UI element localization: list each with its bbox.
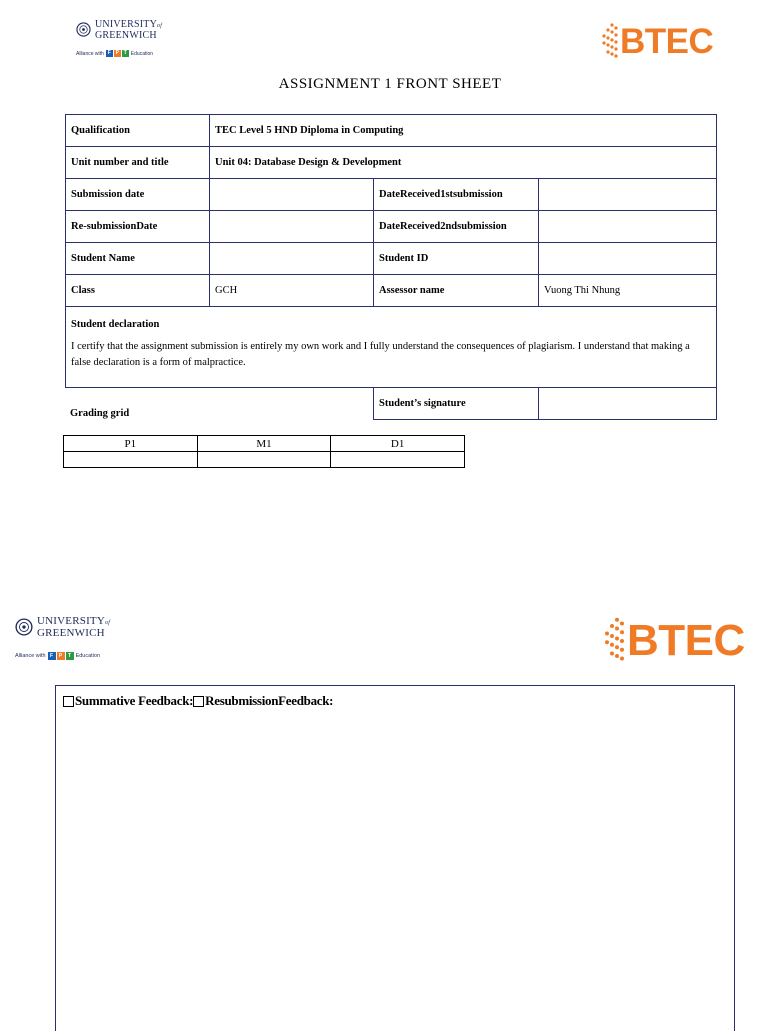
- table-row: [66, 179, 717, 211]
- btec-dots-icon: [600, 22, 620, 62]
- table-row: [66, 211, 717, 243]
- btec-logo-page2: [602, 614, 754, 668]
- date-received-1-field[interactable]: [539, 179, 717, 211]
- fpt-letter-f: F: [48, 652, 56, 660]
- fpt-letter-t: T: [123, 50, 127, 56]
- table-row: [66, 115, 717, 147]
- university-logo: [76, 20, 176, 64]
- grade-cell-d1[interactable]: [331, 452, 465, 468]
- university-logo-page2: [15, 616, 125, 666]
- class-label: Class: [66, 275, 210, 307]
- grade-cell-p1[interactable]: [64, 452, 198, 468]
- summative-checkbox-icon[interactable]: [63, 696, 74, 707]
- assessor-value[interactable]: Vuong Thi Nhung: [539, 275, 717, 307]
- student-name-field[interactable]: [210, 243, 374, 275]
- alliance-line: [15, 652, 100, 660]
- fpt-letter-p: P: [115, 50, 119, 56]
- alliance-prefix: Alliance with: [76, 50, 104, 57]
- grade-header-d1: D1: [331, 436, 465, 452]
- university-name-line1: UNIVERSITY: [37, 615, 105, 627]
- student-declaration: [66, 307, 717, 388]
- grade-header-m1: M1: [197, 436, 331, 452]
- feedback-header: [63, 693, 333, 709]
- university-name-line1: UNIVERSITY: [95, 19, 157, 30]
- grading-grid-label: Grading grid: [70, 408, 130, 419]
- summative-feedback-label: Summative Feedback:: [75, 693, 194, 708]
- student-id-label: Student ID: [374, 243, 539, 275]
- student-name-label: Student Name: [66, 243, 210, 275]
- table-row: [66, 307, 717, 388]
- unit-label: Unit number and title: [66, 147, 210, 179]
- feedback-box[interactable]: [55, 685, 735, 1031]
- fpt-letter-f: F: [107, 50, 111, 56]
- class-value[interactable]: GCH: [210, 275, 374, 307]
- front-sheet-table: [65, 114, 717, 420]
- table-row: [66, 275, 717, 307]
- grade-cell-m1[interactable]: [197, 452, 331, 468]
- btec-dots-icon: [602, 616, 627, 666]
- university-name-of: of: [105, 620, 111, 626]
- qualification-value: TEC Level 5 HND Diploma in Computing: [210, 115, 717, 147]
- signature-label: Student’s signature: [374, 388, 539, 420]
- signature-field[interactable]: [539, 388, 717, 420]
- declaration-text: I certify that the assignment submission is entirely my own work and I fully understand the consequences of plagiarism. I understand that making a false declaration is a form of malpractice.: [71, 341, 690, 368]
- university-name-line2: GREENWICH: [95, 30, 157, 41]
- resubmission-date-field[interactable]: [210, 211, 374, 243]
- resubmission-feedback-label: ResubmissionFeedback:: [205, 693, 334, 708]
- university-crest-icon: [76, 22, 91, 37]
- submission-date-field[interactable]: [210, 179, 374, 211]
- grading-grid: [63, 435, 465, 468]
- university-crest-icon: [15, 618, 33, 636]
- btec-logo: [600, 20, 720, 64]
- university-name-of: of: [157, 23, 163, 29]
- fpt-letter-t: T: [66, 652, 74, 660]
- page-title: ASSIGNMENT 1 FRONT SHEET: [278, 76, 502, 92]
- qualification-label: Qualification: [66, 115, 210, 147]
- fpt-letter-p: P: [57, 652, 65, 660]
- submission-date-label: Submission date: [66, 179, 210, 211]
- alliance-suffix: Education: [130, 50, 154, 57]
- declaration-label: Student declaration: [71, 319, 160, 330]
- student-id-field[interactable]: [539, 243, 717, 275]
- btec-wordmark: BTEC: [620, 22, 714, 61]
- grade-header-p1: P1: [64, 436, 198, 452]
- table-row: [66, 388, 717, 420]
- fpt-logo: [48, 652, 74, 660]
- date-received-1-label: DateReceived1stsubmission: [374, 179, 539, 211]
- alliance-line: [76, 50, 153, 57]
- assessor-label: Assessor name: [374, 275, 539, 307]
- table-row: [66, 147, 717, 179]
- btec-wordmark: BTEC: [627, 616, 745, 665]
- date-received-2-field[interactable]: [539, 211, 717, 243]
- university-name-line2: GREENWICH: [37, 627, 105, 639]
- alliance-suffix: Education: [75, 653, 101, 659]
- table-row: [66, 243, 717, 275]
- unit-value: Unit 04: Database Design & Development: [210, 147, 717, 179]
- resubmission-date-label: Re-submissionDate: [66, 211, 210, 243]
- date-received-2-label: DateReceived2ndsubmission: [374, 211, 539, 243]
- table-row: [64, 452, 465, 468]
- alliance-prefix: Alliance with: [15, 653, 46, 659]
- fpt-logo: [106, 50, 129, 57]
- resubmission-checkbox-icon[interactable]: [193, 696, 204, 707]
- table-row: [64, 436, 465, 452]
